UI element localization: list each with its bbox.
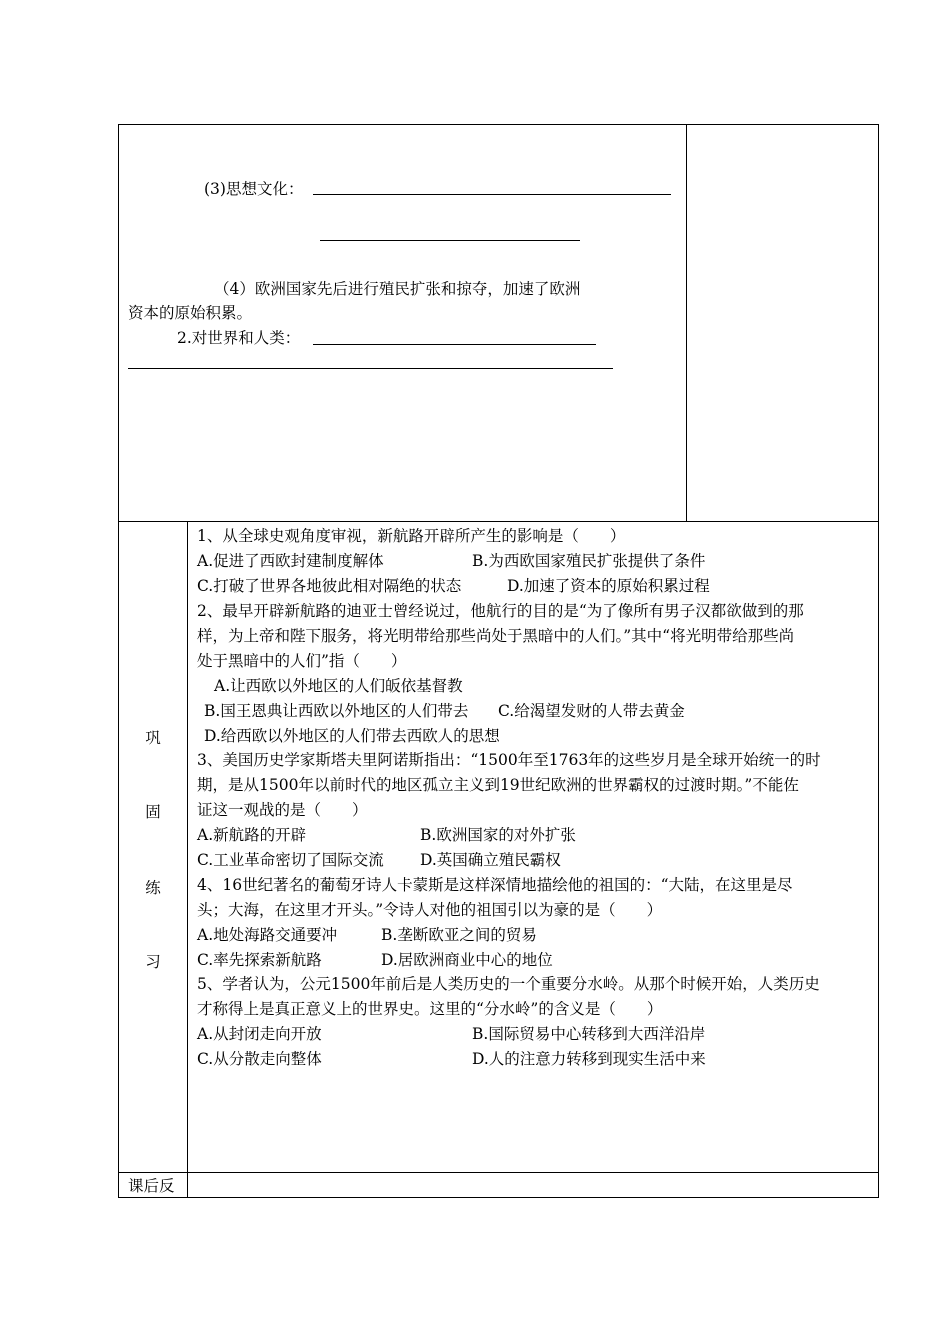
side-label-char-1: 巩 [145,729,161,747]
q3-option-a: A.新航路的开辟 [197,826,307,844]
q4-option-c: C.率先探索新航路 [197,951,322,969]
table-border-top [118,124,879,125]
item2-blank-line-2 [128,368,613,369]
q4-option-b: B.垄断欧亚之间的贸易 [381,926,537,944]
q5-option-b: B.国际贸易中心转移到大西洋沿岸 [472,1025,706,1043]
item2-label: 2.对世界和人类： [177,329,301,347]
item4-line1: （4）欧洲国家先后进行殖民扩张和掠夺，加速了欧洲 [214,280,581,298]
item3-blank-line-2 [320,240,580,241]
q4-option-a: A.地处海路交通要冲 [197,926,338,944]
q3-stem-2: 期，是从1500年以前时代的地区孤立主义到19世纪欧洲的世界霸权的过渡时期。”不能佐 [197,776,799,794]
q2-option-b: B.国王恩典让西欧以外地区的人们带去 [204,702,469,720]
q2-stem-1: 2、最早开辟新航路的迪亚士曾经说过，他航行的目的是“为了像所有男子汉都欲做到的那 [197,602,804,620]
label-column-divider [187,521,188,1198]
q1-option-c: C.打破了世界各地彼此相对隔绝的状态 [197,577,462,595]
q2-option-c: C.给渴望发财的人带去黄金 [498,702,685,720]
q2-option-a: A.让西欧以外地区的人们皈依基督教 [214,677,463,695]
q3-option-b: B.欧洲国家的对外扩张 [420,826,576,844]
q4-option-d: D.居欧洲商业中心的地位 [381,951,553,969]
q1-option-a: A.促进了西欧封建制度解体 [197,552,384,570]
item2-blank-line [313,344,596,345]
q3-stem-3: 证这一观战的是（ ） [197,801,368,819]
table-border-bottom [118,1197,879,1198]
q1-option-d: D.加速了资本的原始积累过程 [507,577,710,595]
footer-label: 课后反 [128,1177,175,1195]
q2-stem-2: 样，为上帝和陛下服务，将光明带给那些尚处于黑暗中的人们。”其中“将光明带给那些尚 [197,627,795,645]
side-label-char-2: 固 [145,803,161,821]
side-label-char-3: 练 [145,879,161,897]
q5-option-c: C.从分散走向整体 [197,1050,322,1068]
side-label-char-4: 习 [145,953,161,971]
q2-option-d: D.给西欧以外地区的人们带去西欧人的思想 [204,727,500,745]
footer-separator [118,1172,879,1173]
q1-stem: 1、从全球史观角度审视，新航路开辟所产生的影响是（ ） [197,527,626,545]
table-border-right [878,124,879,1198]
item4-line2: 资本的原始积累。 [128,304,253,322]
q3-option-d: D.英国确立殖民霸权 [420,851,561,869]
item3-blank-line [313,194,671,195]
q3-option-c: C.工业革命密切了国际交流 [197,851,384,869]
q5-stem-2: 才称得上是真正意义上的世界史。这里的“分水岭”的含义是（ ） [197,1000,663,1018]
item3-label: (3)思想文化： [204,180,304,198]
q5-stem-1: 5、学者认为，公元1500年前后是人类历史的一个重要分水岭。从那个时候开始，人类历史 [197,975,820,993]
q2-stem-3: 处于黑暗中的人们”指（ ） [197,652,407,670]
q1-option-b: B.为西欧国家殖民扩张提供了条件 [472,552,706,570]
q4-stem-1: 4、16世纪著名的葡萄牙诗人卡蒙斯是这样深情地描绘他的祖国的：“大陆，在这里是尽 [197,876,793,894]
q5-option-a: A.从封闭走向开放 [197,1025,322,1043]
q5-option-d: D.人的注意力转移到现实生活中来 [472,1050,706,1068]
top-row-divider [686,124,687,522]
q4-stem-2: 头；大海，在这里才开头。”令诗人对他的祖国引以为豪的是（ ） [197,901,663,919]
section-separator [118,521,879,522]
q3-stem-1: 3、美国历史学家斯塔夫里阿诺斯指出：“1500年至1763年的这些岁月是全球开始统一的时 [197,751,821,769]
table-border-left [118,124,119,1198]
